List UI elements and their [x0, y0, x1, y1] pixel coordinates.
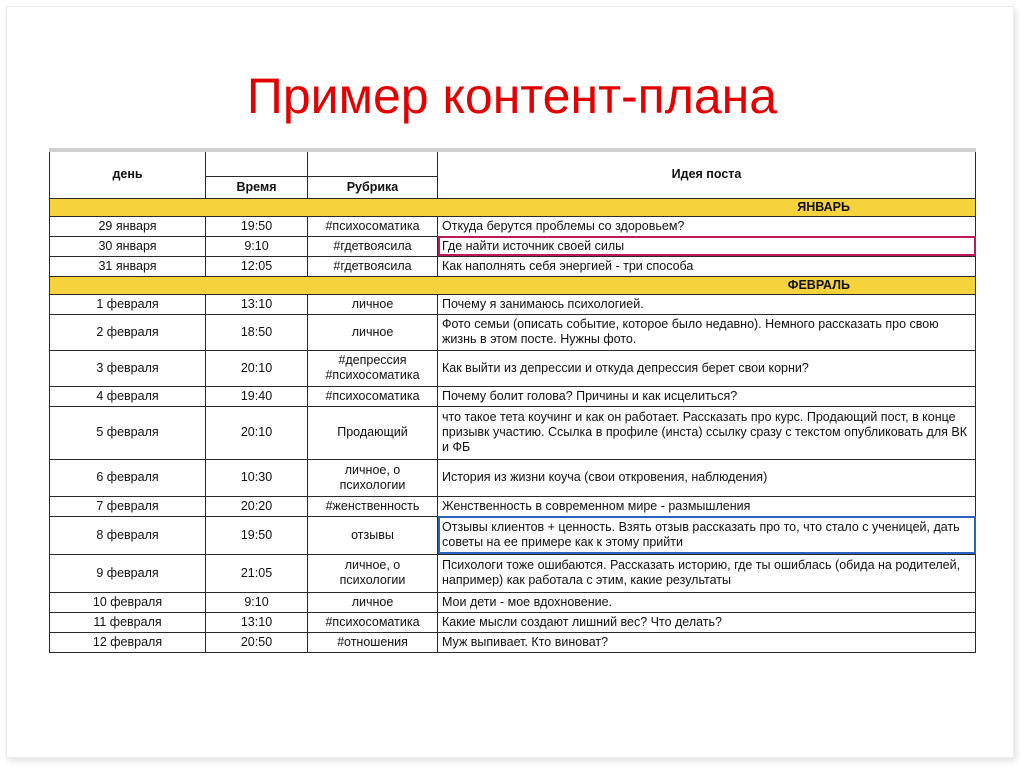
- table-row: [50, 386, 976, 406]
- rubric-cell[interactable]: #гдетвоясила: [308, 236, 438, 256]
- header-spacer-time: [206, 150, 308, 176]
- idea-cell[interactable]: Отзывы клиентов + ценность. Взять отзыв рассказать про то, что стало с ученицей, дать советы на ее примере как к этому прийти: [438, 516, 976, 554]
- day-cell[interactable]: 29 января: [50, 216, 206, 236]
- day-cell[interactable]: 5 февраля: [50, 406, 206, 459]
- table-row: [50, 314, 976, 350]
- day-cell[interactable]: 6 февраля: [50, 459, 206, 496]
- time-cell[interactable]: 20:10: [206, 406, 308, 459]
- time-cell[interactable]: 18:50: [206, 314, 308, 350]
- header-day: день: [50, 150, 206, 198]
- time-cell[interactable]: 20:20: [206, 496, 308, 516]
- day-cell[interactable]: 2 февраля: [50, 314, 206, 350]
- table-row: [50, 216, 976, 236]
- rubric-cell[interactable]: #психосоматика: [308, 386, 438, 406]
- month-row-january: [50, 198, 976, 216]
- idea-cell[interactable]: Как наполнять себя энергией - три способа: [438, 256, 976, 276]
- time-cell[interactable]: 10:30: [206, 459, 308, 496]
- day-cell[interactable]: 1 февраля: [50, 294, 206, 314]
- idea-cell[interactable]: Муж выпивает. Кто виноват?: [438, 632, 976, 652]
- header-spacer-rubric: [308, 150, 438, 176]
- time-cell[interactable]: 13:10: [206, 294, 308, 314]
- idea-cell[interactable]: Мои дети - мое вдохновение.: [438, 592, 976, 612]
- table-row: [50, 236, 976, 256]
- slide-bottom-margin: [49, 675, 975, 705]
- day-cell[interactable]: 12 февраля: [50, 632, 206, 652]
- time-cell[interactable]: 19:40: [206, 386, 308, 406]
- rubric-cell[interactable]: Продающий: [308, 406, 438, 459]
- slide-title: Пример контент-плана: [246, 68, 778, 124]
- header-row: [50, 150, 976, 176]
- table-row: [50, 554, 976, 592]
- time-cell[interactable]: 19:50: [206, 516, 308, 554]
- rubric-cell[interactable]: #психосоматика: [308, 216, 438, 236]
- idea-cell[interactable]: История из жизни коуча (свои откровения, наблюдения): [438, 459, 976, 496]
- time-cell[interactable]: 20:10: [206, 350, 308, 386]
- day-cell[interactable]: 7 февраля: [50, 496, 206, 516]
- idea-cell[interactable]: Как выйти из депрессии и откуда депрессия берет свои корни?: [438, 350, 976, 386]
- table-row: [50, 496, 976, 516]
- month-blank: [50, 198, 438, 216]
- rubric-cell[interactable]: #психосоматика: [308, 612, 438, 632]
- time-cell[interactable]: 19:50: [206, 216, 308, 236]
- time-cell[interactable]: 21:05: [206, 554, 308, 592]
- day-cell[interactable]: 8 февраля: [50, 516, 206, 554]
- idea-cell[interactable]: Фото семьи (описать событие, которое было недавно). Немного рассказать про свою жизнь в этом посте. Нужны фото.: [438, 314, 976, 350]
- table-row: [50, 459, 976, 496]
- january-rows: [50, 216, 976, 276]
- table-row: [50, 612, 976, 632]
- header-time: Время: [206, 176, 308, 198]
- february-rows: [50, 294, 976, 652]
- day-cell[interactable]: 10 февраля: [50, 592, 206, 612]
- header-idea: Идея поста: [438, 150, 976, 198]
- rubric-cell[interactable]: личное: [308, 592, 438, 612]
- selection-fill-handle[interactable]: [973, 552, 976, 555]
- day-cell[interactable]: 30 января: [50, 236, 206, 256]
- time-cell[interactable]: 9:10: [206, 592, 308, 612]
- month-blank: [50, 276, 438, 294]
- rubric-cell[interactable]: личное, о психологии: [308, 459, 438, 496]
- header-rubric: Рубрика: [308, 176, 438, 198]
- rubric-cell[interactable]: личное, о психологии: [308, 554, 438, 592]
- table-row: [50, 632, 976, 652]
- table-row: [50, 406, 976, 459]
- month-label: ФЕВРАЛЬ: [438, 276, 976, 294]
- content-plan-table: [49, 148, 976, 653]
- rubric-cell[interactable]: #отношения: [308, 632, 438, 652]
- time-cell[interactable]: 20:50: [206, 632, 308, 652]
- idea-cell[interactable]: что такое тета коучинг и как он работает. Рассказать про курс. Продающий пост, в конце призывк участию. Ссылка в профиле (инста) ссылку сразу с текстом опубликовать для ВК и ФБ: [438, 406, 976, 459]
- day-cell[interactable]: 4 февраля: [50, 386, 206, 406]
- day-cell[interactable]: 11 февраля: [50, 612, 206, 632]
- idea-cell[interactable]: Психологи тоже ошибаются. Рассказать историю, где ты ошиблась (обида на родителей, например) как работала с этим, какие результаты: [438, 554, 976, 592]
- idea-cell[interactable]: Женственность в современном мире - размышления: [438, 496, 976, 516]
- idea-cell[interactable]: Откуда берутся проблемы со здоровьем?: [438, 216, 976, 236]
- table-row: [50, 294, 976, 314]
- idea-cell[interactable]: Почему я занимаюсь психологией.: [438, 294, 976, 314]
- table-row: [50, 516, 976, 554]
- idea-cell[interactable]: Почему болит голова? Причины и как исцелиться?: [438, 386, 976, 406]
- time-cell[interactable]: 12:05: [206, 256, 308, 276]
- day-cell[interactable]: 3 февраля: [50, 350, 206, 386]
- rubric-cell[interactable]: #депрессия #психосоматика: [308, 350, 438, 386]
- rubric-cell[interactable]: личное: [308, 294, 438, 314]
- table-row: [50, 256, 976, 276]
- month-row-february: [50, 276, 976, 294]
- time-cell[interactable]: 9:10: [206, 236, 308, 256]
- rubric-cell[interactable]: #женственность: [308, 496, 438, 516]
- idea-cell[interactable]: Какие мысли создают лишний вес? Что делать?: [438, 612, 976, 632]
- table-row: [50, 592, 976, 612]
- rubric-cell[interactable]: личное: [308, 314, 438, 350]
- time-cell[interactable]: 13:10: [206, 612, 308, 632]
- day-cell[interactable]: 9 февраля: [50, 554, 206, 592]
- rubric-cell[interactable]: отзывы: [308, 516, 438, 554]
- idea-cell[interactable]: Где найти источник своей силы: [438, 236, 976, 256]
- rubric-cell[interactable]: #гдетвоясила: [308, 256, 438, 276]
- table-row: [50, 350, 976, 386]
- month-label: ЯНВАРЬ: [438, 198, 976, 216]
- day-cell[interactable]: 31 января: [50, 256, 206, 276]
